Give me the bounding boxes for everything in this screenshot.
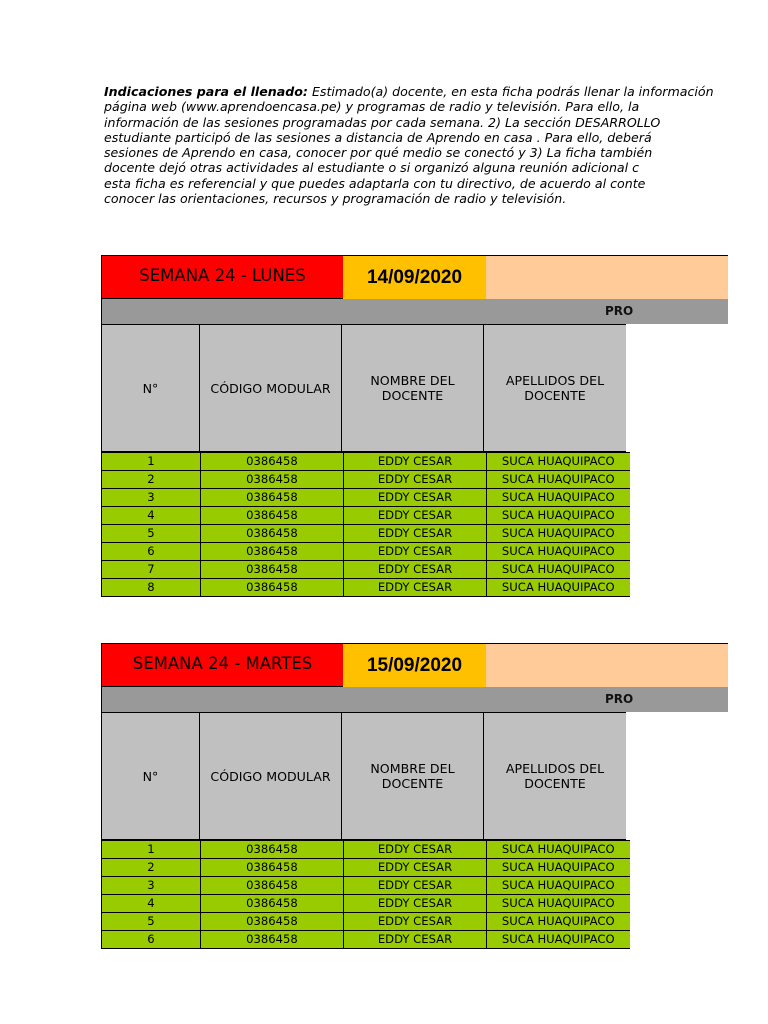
cell-surname[interactable]: SUCA HUAQUIPACO <box>487 841 630 859</box>
cell-name[interactable]: EDDY CESAR <box>344 471 487 489</box>
section-bar[interactable] <box>101 687 728 712</box>
cell-number[interactable]: 5 <box>102 913 201 931</box>
cell-surname[interactable]: SUCA HUAQUIPACO <box>487 543 630 561</box>
table-row <box>102 489 630 507</box>
cell-name[interactable]: EDDY CESAR <box>344 841 487 859</box>
cell-name[interactable]: EDDY CESAR <box>344 507 487 525</box>
cell-number[interactable]: 5 <box>102 525 201 543</box>
cell-name[interactable]: EDDY CESAR <box>344 453 487 471</box>
cell-number[interactable]: 2 <box>102 471 201 489</box>
cell-number[interactable]: 3 <box>102 877 201 895</box>
cell-code[interactable]: 0386458 <box>201 561 344 579</box>
instructions-line-7: conocer las orientaciones, recursos y programación de radio y televisión. <box>104 191 567 207</box>
cell-code[interactable]: 0386458 <box>201 525 344 543</box>
cell-surname[interactable]: SUCA HUAQUIPACO <box>487 859 630 877</box>
cell-code[interactable]: 0386458 <box>201 841 344 859</box>
table-body <box>102 453 630 597</box>
instructions-line-1: página web (www.aprendoencasa.pe) y programas de radio y televisión. Para ello, la <box>104 99 640 115</box>
column-header-code[interactable]: CÓDIGO MODULAR <box>199 712 342 840</box>
table-row <box>102 895 630 913</box>
cell-surname[interactable]: SUCA HUAQUIPACO <box>487 453 630 471</box>
cell-name[interactable]: EDDY CESAR <box>344 877 487 895</box>
table-row <box>102 507 630 525</box>
block-title-bar <box>101 255 728 299</box>
cell-surname[interactable]: SUCA HUAQUIPACO <box>487 579 630 597</box>
instructions-line-6: esta ficha es referencial y que puedes adaptarla con tu directivo, de acuerdo al conte <box>104 175 646 191</box>
table-row <box>102 471 630 489</box>
cell-code[interactable]: 0386458 <box>201 453 344 471</box>
title-filler-cell[interactable] <box>486 255 728 299</box>
cell-name[interactable]: EDDY CESAR <box>344 561 487 579</box>
cell-name[interactable]: EDDY CESAR <box>344 579 487 597</box>
instructions-line-2: información de las sesiones programadas por cada semana. 2) La sección DESARROLLO <box>104 114 661 130</box>
cell-number[interactable]: 1 <box>102 453 201 471</box>
cell-code[interactable]: 0386458 <box>201 507 344 525</box>
table-row <box>102 579 630 597</box>
week-label[interactable]: SEMANA 24 - LUNES <box>101 255 343 299</box>
cell-code[interactable]: 0386458 <box>201 931 344 949</box>
table-row <box>102 913 630 931</box>
cell-surname[interactable]: SUCA HUAQUIPACO <box>487 561 630 579</box>
cell-surname[interactable]: SUCA HUAQUIPACO <box>487 895 630 913</box>
cell-surname[interactable]: SUCA HUAQUIPACO <box>487 931 630 949</box>
cell-code[interactable]: 0386458 <box>201 471 344 489</box>
cell-number[interactable]: 4 <box>102 895 201 913</box>
column-header-row <box>101 324 728 452</box>
cell-name[interactable]: EDDY CESAR <box>344 895 487 913</box>
teacher-table <box>101 452 630 597</box>
cell-name[interactable]: EDDY CESAR <box>344 543 487 561</box>
section-label: PRO <box>605 692 634 706</box>
cell-surname[interactable]: SUCA HUAQUIPACO <box>487 913 630 931</box>
week-label[interactable]: SEMANA 24 - MARTES <box>101 643 343 687</box>
instructions-line-0: Indicaciones para el llenado: Estimado(a) docente, en esta ficha podrás llenar la información <box>104 84 714 99</box>
column-header-name[interactable]: NOMBRE DEL DOCENTE <box>341 324 484 452</box>
cell-surname[interactable]: SUCA HUAQUIPACO <box>487 507 630 525</box>
table-row <box>102 561 630 579</box>
block-title-bar <box>101 643 728 687</box>
cell-code[interactable]: 0386458 <box>201 895 344 913</box>
teacher-table <box>101 840 630 949</box>
cell-code[interactable]: 0386458 <box>201 913 344 931</box>
cell-number[interactable]: 2 <box>102 859 201 877</box>
cell-code[interactable]: 0386458 <box>201 877 344 895</box>
column-header-number[interactable]: N° <box>101 324 200 452</box>
date-cell[interactable]: 14/09/2020 <box>343 255 486 299</box>
cell-name[interactable]: EDDY CESAR <box>344 525 487 543</box>
week-block-monday <box>101 255 728 597</box>
cell-surname[interactable]: SUCA HUAQUIPACO <box>487 471 630 489</box>
cell-number[interactable]: 6 <box>102 543 201 561</box>
cell-name[interactable]: EDDY CESAR <box>344 489 487 507</box>
cell-code[interactable]: 0386458 <box>201 859 344 877</box>
table-row <box>102 931 630 949</box>
column-header-surname[interactable]: APELLIDOS DEL DOCENTE <box>483 324 626 452</box>
column-header-row <box>101 712 728 840</box>
cell-number[interactable]: 3 <box>102 489 201 507</box>
cell-name[interactable]: EDDY CESAR <box>344 859 487 877</box>
column-header-surname[interactable]: APELLIDOS DEL DOCENTE <box>483 712 626 840</box>
cell-name[interactable]: EDDY CESAR <box>344 913 487 931</box>
cell-number[interactable]: 7 <box>102 561 201 579</box>
table-row <box>102 841 630 859</box>
instructions-line-4: sesiones de Aprendo en casa, conocer por qué medio se conectó y 3) La ficha también <box>104 145 653 161</box>
instructions-text <box>104 84 714 207</box>
section-bar[interactable] <box>101 299 728 324</box>
column-header-name[interactable]: NOMBRE DEL DOCENTE <box>341 712 484 840</box>
week-block-tuesday <box>101 643 728 949</box>
table-row <box>102 543 630 561</box>
table-row <box>102 453 630 471</box>
cell-number[interactable]: 8 <box>102 579 201 597</box>
title-filler-cell[interactable] <box>486 643 728 687</box>
column-header-code[interactable]: CÓDIGO MODULAR <box>199 324 342 452</box>
cell-code[interactable]: 0386458 <box>201 489 344 507</box>
instructions-line-5: docente dejó otras actividades al estudiante o si organizó alguna reunión adicional c <box>104 160 640 176</box>
cell-surname[interactable]: SUCA HUAQUIPACO <box>487 877 630 895</box>
cell-surname[interactable]: SUCA HUAQUIPACO <box>487 489 630 507</box>
cell-code[interactable]: 0386458 <box>201 543 344 561</box>
table-body <box>102 841 630 949</box>
date-cell[interactable]: 15/09/2020 <box>343 643 486 687</box>
cell-code[interactable]: 0386458 <box>201 579 344 597</box>
instructions-lead: Indicaciones para el llenado: <box>104 84 308 99</box>
cell-surname[interactable]: SUCA HUAQUIPACO <box>487 525 630 543</box>
cell-number[interactable]: 6 <box>102 931 201 949</box>
section-label: PRO <box>605 304 634 318</box>
cell-name[interactable]: EDDY CESAR <box>344 931 487 949</box>
cell-number[interactable]: 1 <box>102 841 201 859</box>
column-header-number[interactable]: N° <box>101 712 200 840</box>
table-row <box>102 525 630 543</box>
table-row <box>102 859 630 877</box>
cell-number[interactable]: 4 <box>102 507 201 525</box>
instructions-line-3: estudiante participó de las sesiones a distancia de Aprendo en casa . Para ello, deberá <box>104 129 652 145</box>
table-row <box>102 877 630 895</box>
